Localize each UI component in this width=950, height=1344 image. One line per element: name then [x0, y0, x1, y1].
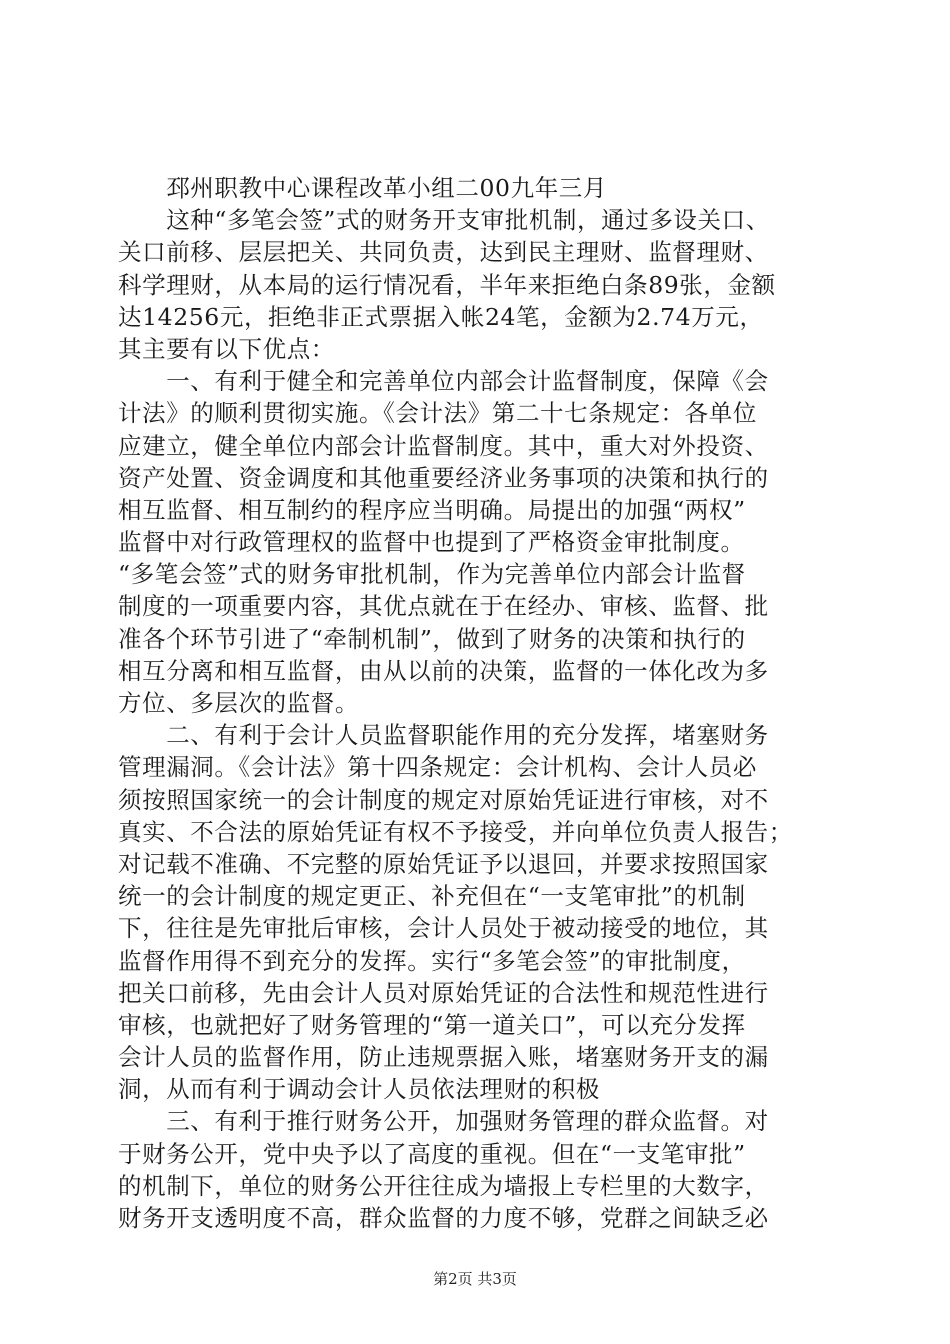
- text-line: 邳州职教中心课程改革小组二00九年三月: [118, 174, 608, 202]
- text-line: 会计人员的监督作用，防止违规票据入账，堵塞财务开支的漏: [118, 1043, 769, 1072]
- text-line: 其主要有以下优点：: [118, 334, 335, 363]
- text-line: 统一的会计制度的规定更正、补充但在“一支笔审批”的机制: [118, 882, 746, 911]
- text-line: 资产处置、资金调度和其他重要经济业务事项的决策和执行的: [118, 463, 769, 492]
- text-line: 准各个环节引进了“牵制机制”，做到了财务的决策和执行的: [118, 624, 746, 653]
- text-line: 监督作用得不到充分的发挥。实行“多笔会签”的审批制度，: [118, 946, 746, 975]
- text-line: 管理漏洞。《会计法》第十四条规定：会计机构、会计人员必: [118, 753, 757, 782]
- text-line: 相互分离和相互监督，由从以前的决策，监督的一体化改为多: [118, 656, 769, 685]
- text-line: 达14256元，拒绝非正式票据入帐24笔，金额为2.74万元，: [118, 302, 764, 331]
- text-line: 须按照国家统一的会计制度的规定对原始凭证进行审核，对不: [118, 785, 769, 814]
- text-line: 一、有利于健全和完善单位内部会计监督制度，保障《会: [118, 367, 769, 396]
- text-line: 对记载不准确、不完整的原始凭证予以退回，并要求按照国家: [118, 849, 769, 878]
- text-line: 方位、多层次的监督。: [118, 689, 359, 717]
- text-line: 把关口前移，先由会计人员对原始凭证的合法性和规范性进行: [118, 978, 769, 1007]
- text-line: 三、有利于推行财务公开，加强财务管理的群众监督。对: [118, 1107, 769, 1136]
- text-line: 审核，也就把好了财务管理的“第一道关口”，可以充分发挥: [118, 1010, 746, 1039]
- text-line: 应建立，健全单位内部会计监督制度。其中，重大对外投资、: [118, 431, 769, 460]
- text-line: 监督中对行政管理权的监督中也提到了严格资金审批制度。: [118, 528, 745, 557]
- text-line: 的机制下，单位的财务公开往往成为墙报上专栏里的大数字，: [118, 1171, 769, 1200]
- document-body: [118, 172, 838, 1234]
- text-line: 制度的一项重要内容，其优点就在于在经办、审核、监督、批: [118, 592, 769, 621]
- text-line: 科学理财，从本局的运行情况看，半年来拒绝白条89张，金额: [118, 270, 776, 299]
- text-line: “多笔会签”式的财务审批机制，作为完善单位内部会计监督: [118, 560, 746, 589]
- text-line: 真实、不合法的原始凭证有权不予接受，并向单位负责人报告；: [118, 817, 793, 846]
- text-line: 于财务公开，党中央予以了高度的重视。但在“一支笔审批”: [118, 1139, 746, 1168]
- text-line: 这种“多笔会签”式的财务开支审批机制，通过多设关口、: [118, 206, 770, 235]
- page-number-footer: 第2页 共3页: [433, 1270, 517, 1288]
- text-line: 关口前移、层层把关、共同负责，达到民主理财、监督理财、: [118, 238, 769, 267]
- text-line: 相互监督、相互制约的程序应当明确。局提出的加强“两权”: [118, 495, 746, 524]
- text-line: 财务开支透明度不高，群众监督的力度不够，党群之间缺乏必: [118, 1204, 769, 1232]
- text-line: 下，往往是先审批后审核，会计人员处于被动接受的地位，其: [118, 914, 769, 943]
- text-line: 洞，从而有利于调动会计人员依法理财的积极: [118, 1075, 600, 1104]
- text-line: 计法》的顺利贯彻实施。《会计法》第二十七条规定：各单位: [118, 399, 757, 428]
- text-line: 二、有利于会计人员监督职能作用的充分发挥，堵塞财务: [118, 721, 769, 750]
